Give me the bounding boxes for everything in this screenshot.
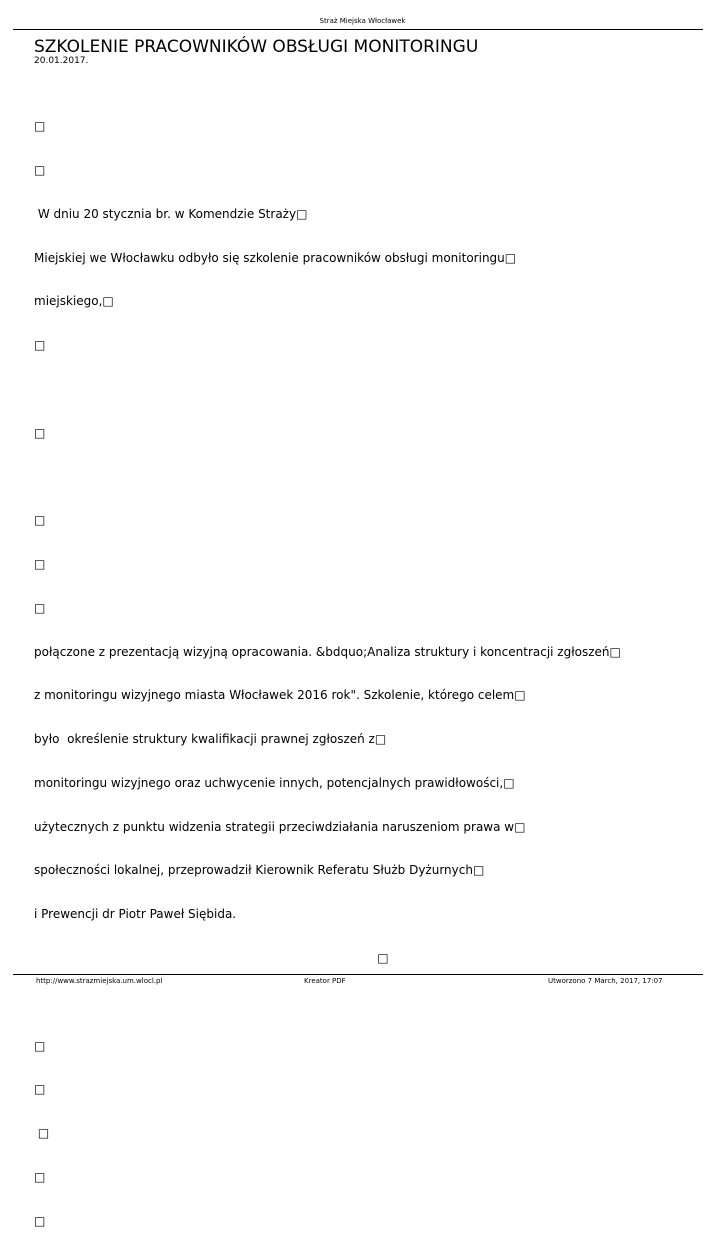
body-line: □	[34, 1126, 50, 1141]
body-line: □	[34, 1169, 46, 1184]
body-line: □	[34, 119, 46, 134]
body-line: społeczności lokalnej, przeprowadził Kierownik Referatu Służb Dyżurnych□	[34, 863, 485, 878]
body-line: z monitoringu wizyjnego miasta Włocławek 2016 rok". Szkolenie, którego celem□	[34, 688, 526, 703]
body-line: □	[34, 513, 46, 528]
body-line: W dniu 20 stycznia br. w Komendzie Straży□	[34, 206, 308, 221]
body-line: miejskiego,□	[34, 294, 114, 309]
body-line: monitoringu wizyjnego oraz uchwycenie innych, potencjalnych prawidłowości,□	[34, 775, 515, 790]
body-line: □	[34, 1082, 46, 1097]
body-line: □	[34, 951, 389, 966]
body-line: □	[34, 425, 46, 440]
article-title: SZKOLENIE PRACOWNIKÓW OBSŁUGI MONITORINGU	[34, 37, 479, 57]
body-line: □	[34, 557, 46, 571]
body-line: □	[34, 162, 46, 177]
site-header: Straż Miejska Włocławek	[319, 17, 406, 25]
body-line: było określenie struktury kwalifikacji prawnej zgłoszeń z□	[34, 732, 387, 747]
body-line: połączone z prezentacją wizyjną opracowania. &bdquo;Analiza struktury i koncentracji zgłoszeń□	[34, 644, 621, 659]
footer-divider	[13, 974, 703, 975]
body-line: □	[34, 1213, 46, 1228]
body-line: □	[34, 338, 46, 353]
article-date: 20.01.2017.	[34, 56, 89, 66]
body-line	[34, 382, 694, 397]
body-line	[34, 995, 694, 1010]
header-divider	[13, 29, 703, 30]
footer-created-date: Utworzono 7 March, 2017, 17:07	[548, 977, 663, 985]
body-line: użytecznych z punktu widzenia strategii przeciwdziałania naruszeniom prawa w□	[34, 819, 526, 834]
article-body	[34, 90, 694, 1243]
footer-generator: Kreator PDF	[304, 977, 346, 985]
body-line	[34, 469, 694, 484]
body-line: □	[34, 1038, 46, 1053]
body-line: Miejskiej we Włocławku odbyło się szkolenie pracowników obsługi monitoringu□	[34, 250, 517, 265]
footer-url-link[interactable]: http://www.strazmiejska.um.wlocl.pl	[36, 977, 163, 985]
body-line: i Prewencji dr Piotr Paweł Siębida.	[34, 907, 237, 922]
body-line: □	[34, 600, 46, 615]
